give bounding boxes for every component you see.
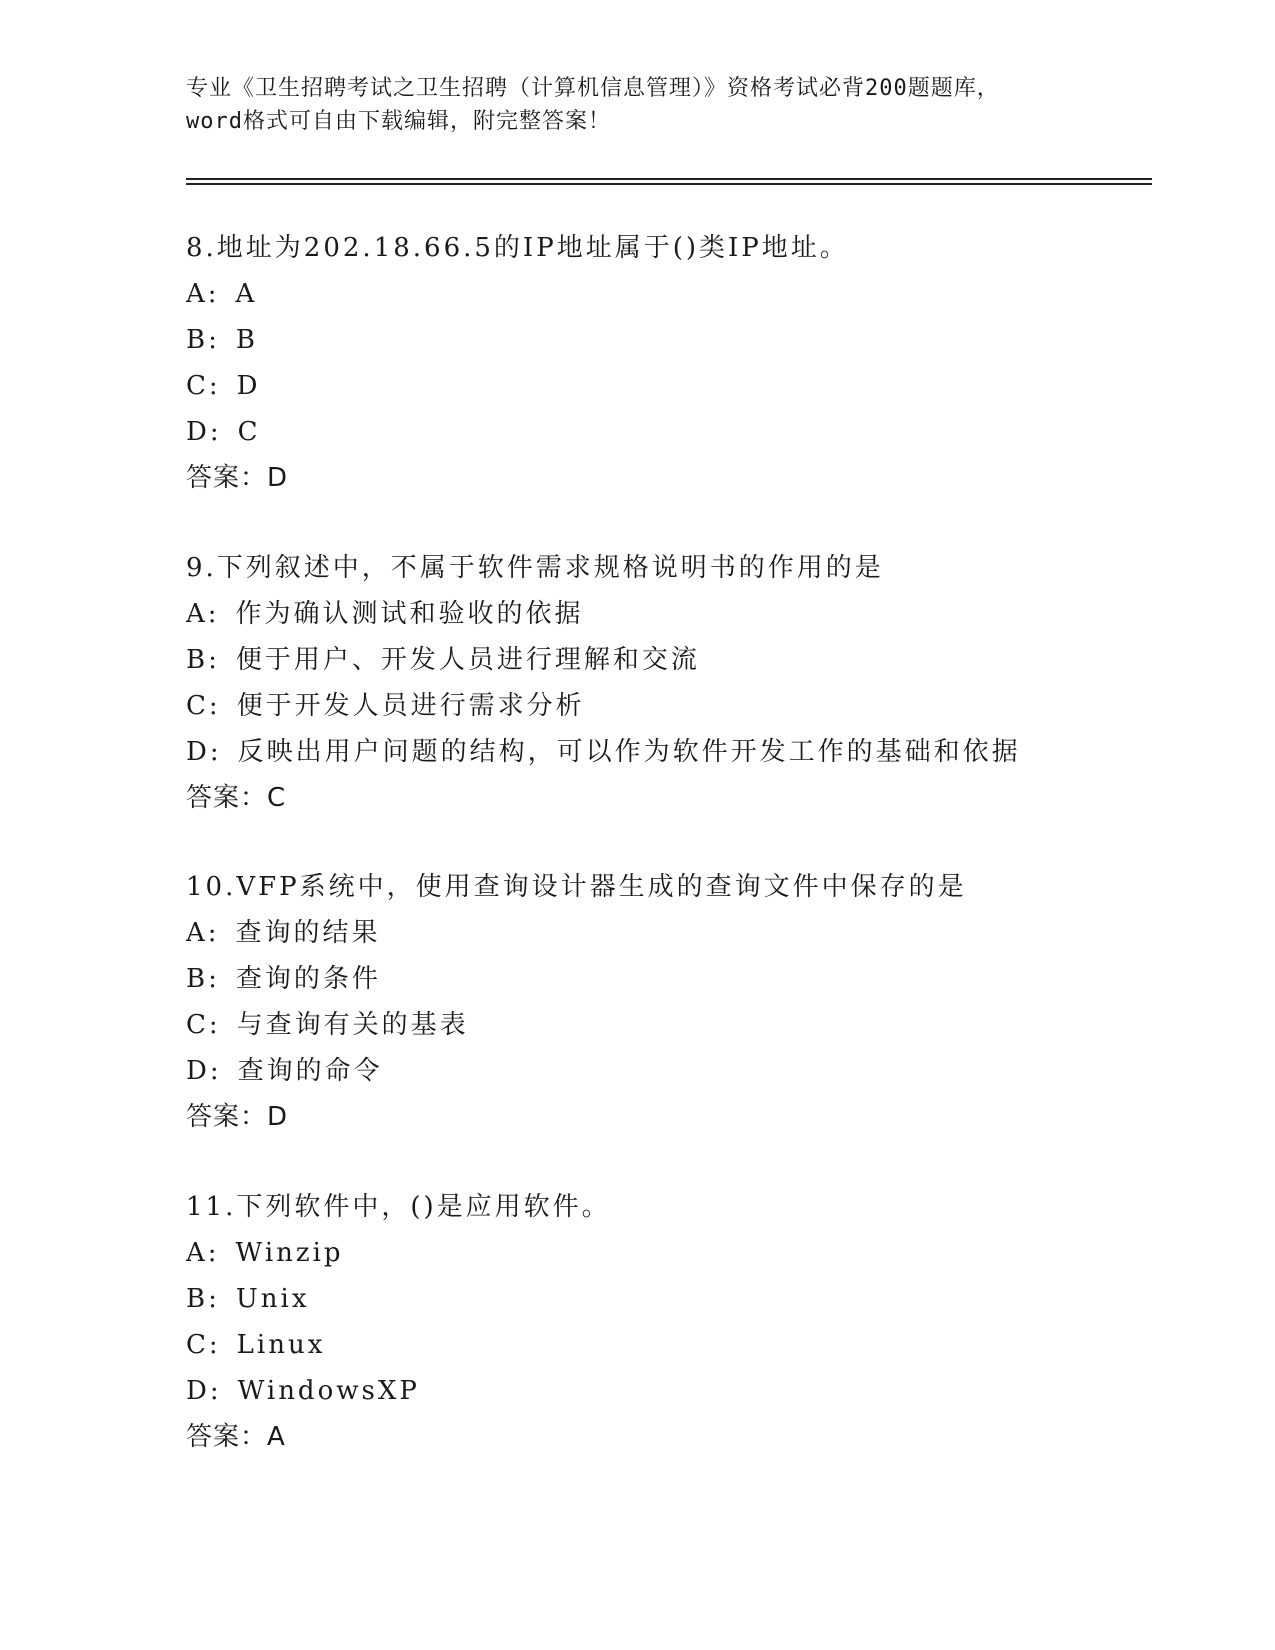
option-letter: C: xyxy=(186,1010,221,1040)
header-divider-bottom xyxy=(186,183,1152,185)
option-text: Unix xyxy=(235,1284,310,1314)
option-d xyxy=(186,729,1146,775)
option-letter: B: xyxy=(186,964,220,994)
option-text: D xyxy=(236,371,261,401)
option-b xyxy=(186,637,1146,683)
option-d xyxy=(186,1048,1146,1094)
option-letter: D: xyxy=(186,737,222,767)
option-a xyxy=(186,271,1146,317)
question-stem: 10.VFP系统中，使用查询设计器生成的查询文件中保存的是 xyxy=(186,872,967,902)
document-header xyxy=(186,72,1106,138)
option-text: 查询的条件 xyxy=(235,964,381,994)
question-block-11 xyxy=(186,1184,1146,1460)
option-text: C xyxy=(237,417,261,447)
option-text: 作为确认测试和验收的依据 xyxy=(235,599,584,629)
answer-line: 答案：C xyxy=(186,783,287,813)
question-stem: 11.下列软件中，()是应用软件。 xyxy=(186,1192,611,1222)
option-text: 便于开发人员进行需求分析 xyxy=(236,691,585,721)
option-letter: C: xyxy=(186,1330,221,1360)
option-text: 便于用户、开发人员进行理解和交流 xyxy=(235,645,700,675)
option-letter: A: xyxy=(186,1238,220,1268)
option-b xyxy=(186,1276,1146,1322)
option-letter: B: xyxy=(186,325,220,355)
option-letter: D: xyxy=(186,1376,222,1406)
option-letter: A: xyxy=(186,918,220,948)
answer-line: 答案：D xyxy=(186,463,289,493)
option-letter: C: xyxy=(186,691,221,721)
option-text: B xyxy=(235,325,258,355)
option-letter: D: xyxy=(186,1056,222,1086)
answer-line: 答案：D xyxy=(186,1102,289,1132)
option-c xyxy=(186,1002,1146,1048)
option-letter: B: xyxy=(186,1284,220,1314)
option-c xyxy=(186,1322,1146,1368)
option-letter: A: xyxy=(186,279,220,309)
question-stem: 9.下列叙述中，不属于软件需求规格说明书的作用的是 xyxy=(186,553,884,583)
question-stem: 8.地址为202.18.66.5的IP地址属于()类IP地址。 xyxy=(186,233,849,263)
option-text: A xyxy=(235,279,258,309)
option-letter: B: xyxy=(186,645,220,675)
option-letter: C: xyxy=(186,371,221,401)
option-b xyxy=(186,956,1146,1002)
option-c xyxy=(186,683,1146,729)
option-text: 查询的命令 xyxy=(237,1056,383,1086)
answer-line: 答案：A xyxy=(186,1422,286,1452)
option-text: Winzip xyxy=(235,1238,344,1268)
question-block-10 xyxy=(186,864,1146,1140)
option-a xyxy=(186,1230,1146,1276)
option-b xyxy=(186,317,1146,363)
header-divider-top xyxy=(186,178,1152,180)
option-text: 查询的结果 xyxy=(235,918,381,948)
option-a xyxy=(186,591,1146,637)
header-line-1: 专业《卫生招聘考试之卫生招聘（计算机信息管理）》资格考试必背200题题库， xyxy=(186,76,1000,101)
option-d xyxy=(186,409,1146,455)
option-a xyxy=(186,910,1146,956)
option-d xyxy=(186,1368,1146,1414)
option-text: Linux xyxy=(236,1330,326,1360)
header-line-2: word格式可自由下载编辑，附完整答案！ xyxy=(186,109,611,134)
option-text: 反映出用户问题的结构，可以作为软件开发工作的基础和依据 xyxy=(237,737,1021,767)
option-letter: D: xyxy=(186,417,222,447)
option-letter: A: xyxy=(186,599,220,629)
question-block-9 xyxy=(186,545,1146,821)
option-c xyxy=(186,363,1146,409)
option-text: 与查询有关的基表 xyxy=(236,1010,469,1040)
question-block-8 xyxy=(186,225,1146,501)
option-text: WindowsXP xyxy=(237,1376,420,1406)
